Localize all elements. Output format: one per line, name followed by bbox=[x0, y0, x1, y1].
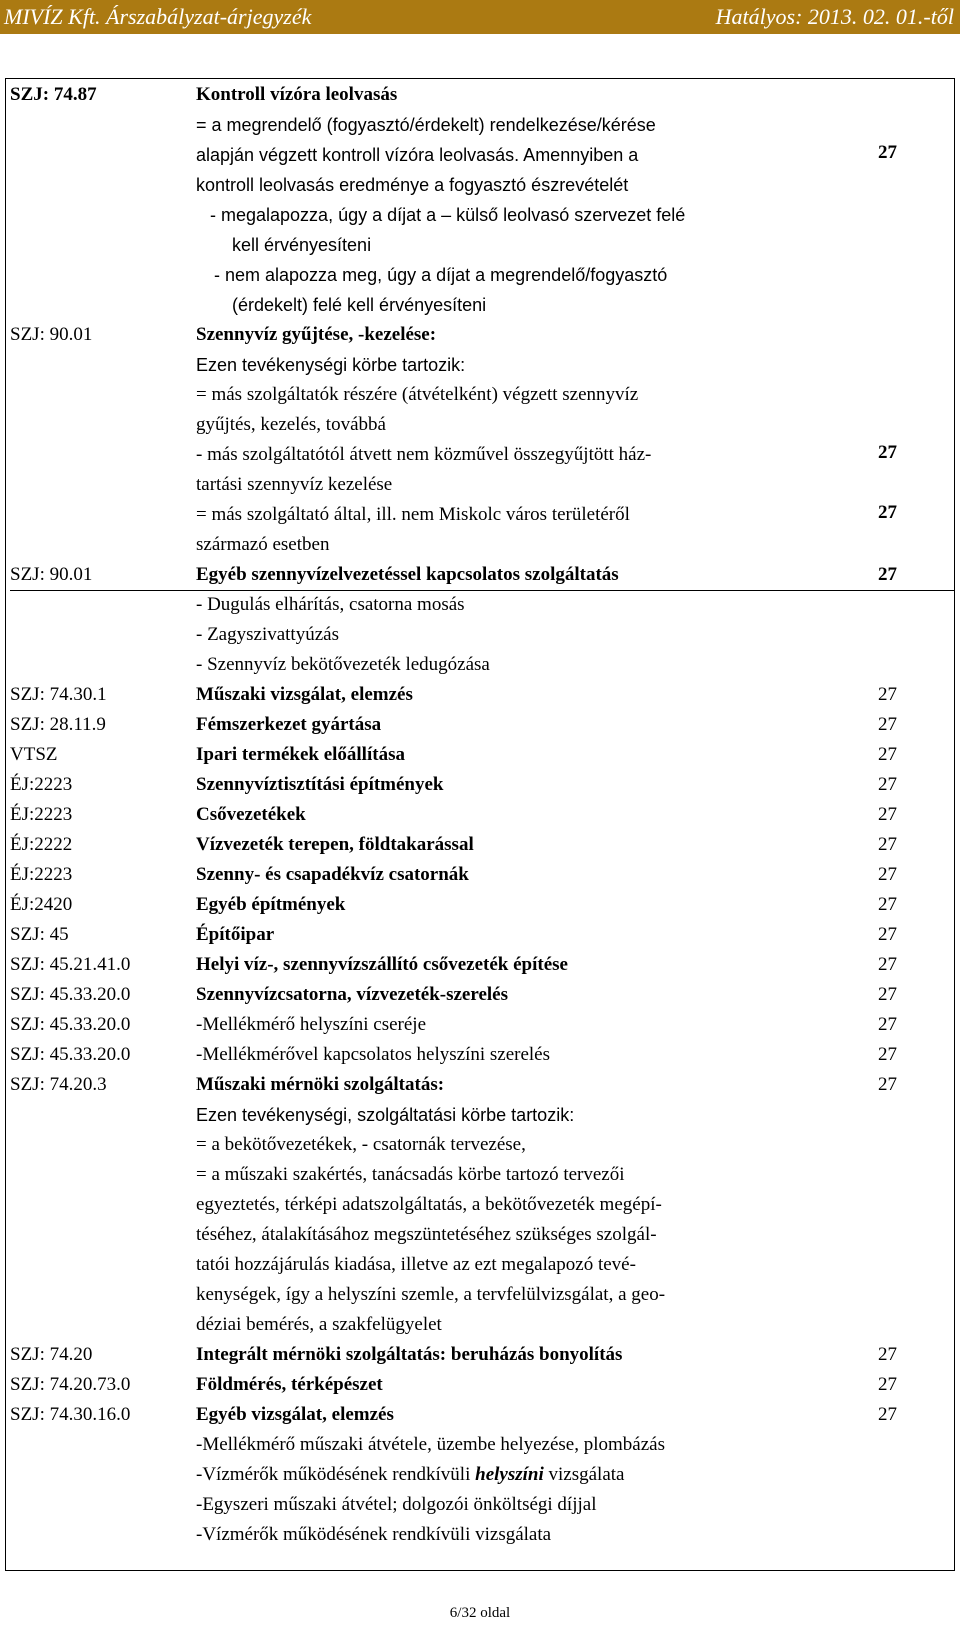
row-rate: 27 bbox=[878, 714, 897, 735]
row-line: Ezen tevékenységi, szolgáltatási körbe tartozik: bbox=[196, 1105, 575, 1125]
row-rate: 27 bbox=[878, 744, 897, 765]
row-line: - megalapozza, úgy a díjat a – külső leolvasó szervezet felé bbox=[210, 205, 686, 225]
table-row bbox=[10, 1370, 954, 1400]
table-row bbox=[10, 560, 954, 680]
row-rate: 27 bbox=[878, 1014, 897, 1035]
document-title: MIVÍZ Kft. Árszabályzat-árjegyzék bbox=[4, 4, 312, 29]
row-line: - nem alapozza meg, úgy a díjat a megrendelő/fogyasztó bbox=[214, 265, 668, 285]
row-rate: 27 bbox=[878, 774, 897, 795]
row-code: SZJ: 74.30.16.0 bbox=[10, 1404, 131, 1425]
row-title: Vízvezeték terepen, földtakarással bbox=[196, 834, 474, 855]
row-code: ÉJ:2420 bbox=[10, 894, 73, 915]
row-line: kell érvényesíteni bbox=[232, 235, 372, 255]
effective-date: Hatályos: 2013. 02. 01.-től bbox=[715, 4, 954, 29]
row-rate: 27 bbox=[878, 1404, 897, 1425]
row-code: ÉJ:2222 bbox=[10, 834, 73, 855]
table-row bbox=[10, 950, 954, 980]
row-description bbox=[196, 1430, 896, 1550]
table-row bbox=[10, 1400, 954, 1430]
row-line: = a műszaki szakértés, tanácsadás körbe tartozó tervezői bbox=[196, 1164, 625, 1185]
row-rate: 27 bbox=[878, 954, 897, 975]
row-line: -Mellékmérő műszaki átvétele, üzembe helyezése, plombázás bbox=[196, 1434, 665, 1455]
row-line: = a bekötővezetékek, - csatornák tervezése, bbox=[196, 1134, 526, 1155]
row-rate: 27 bbox=[878, 1344, 897, 1365]
row-title: Szennyvíz gyűjtése, -kezelése: bbox=[196, 324, 437, 345]
row-rate: 27 bbox=[878, 1374, 897, 1395]
row-title: Szenny- és csapadékvíz csatornák bbox=[196, 864, 469, 885]
emphasis-text: helyszíni bbox=[475, 1464, 544, 1485]
row-line: déziai bemérés, a szakfelügyelet bbox=[196, 1314, 442, 1335]
row-title: Helyi víz-, szennyvízszállító csővezeték építése bbox=[196, 954, 568, 975]
row-code: SZJ: 45.33.20.0 bbox=[10, 1044, 131, 1065]
row-line: tatói hozzájárulás kiadása, illetve az ezt megalapozó tevé- bbox=[196, 1254, 636, 1275]
table-row bbox=[10, 740, 954, 770]
row-code: SZJ: 28.11.9 bbox=[10, 714, 106, 735]
row-line: -Vízmérők működésének rendkívüli helyszíni vizsgálata bbox=[196, 1464, 625, 1485]
row-description bbox=[196, 1070, 836, 1340]
row-line: - Dugulás elhárítás, csatorna mosás bbox=[196, 594, 465, 615]
row-description bbox=[196, 80, 836, 320]
table-row bbox=[10, 680, 954, 710]
table-row bbox=[10, 1040, 954, 1070]
table-row bbox=[10, 860, 954, 890]
table-row bbox=[10, 980, 954, 1010]
row-code: SZJ: 45.21.41.0 bbox=[10, 954, 131, 975]
row-code: SZJ: 45.33.20.0 bbox=[10, 1014, 131, 1035]
table-row bbox=[10, 1340, 954, 1370]
row-code: ÉJ:2223 bbox=[10, 864, 73, 885]
row-code: VTSZ bbox=[10, 744, 58, 765]
row-rate: 27 bbox=[878, 984, 897, 1005]
row-code: SZJ: 74.30.1 bbox=[10, 684, 107, 705]
row-description bbox=[196, 560, 856, 680]
row-line: = a megrendelő (fogyasztó/érdekelt) rendelkezése/kérése bbox=[196, 115, 656, 135]
row-title: Ipari termékek előállítása bbox=[196, 744, 405, 765]
row-title: Egyéb vizsgálat, elemzés bbox=[196, 1404, 394, 1425]
table-row bbox=[10, 80, 954, 320]
table-row bbox=[10, 890, 954, 920]
row-title: Földmérés, térképészet bbox=[196, 1374, 383, 1395]
row-line: Ezen tevékenységi körbe tartozik: bbox=[196, 355, 466, 375]
row-code: SZJ: 74.20.73.0 bbox=[10, 1374, 131, 1395]
row-code: SZJ: 45.33.20.0 bbox=[10, 984, 131, 1005]
row-line: = más szolgáltatók részére (átvételként) végzett szennyvíz bbox=[196, 384, 639, 405]
header-bar bbox=[0, 0, 960, 34]
row-line: téséhez, átalakításához megszüntetéséhez szükséges szolgál- bbox=[196, 1224, 657, 1245]
table-row bbox=[10, 320, 954, 560]
row-line: származó esetben bbox=[196, 534, 330, 555]
row-rate: 27 bbox=[878, 502, 897, 523]
table-row bbox=[10, 1070, 954, 1340]
row-rate: 27 bbox=[878, 924, 897, 945]
row-rate: 27 bbox=[878, 804, 897, 825]
row-line: -Egyszeri műszaki átvétel; dolgozói önköltségi díjjal bbox=[196, 1494, 597, 1515]
row-rate: 27 bbox=[878, 684, 897, 705]
row-code: ÉJ:2223 bbox=[10, 774, 73, 795]
price-table bbox=[10, 80, 954, 1550]
table-row bbox=[10, 830, 954, 860]
table-row bbox=[10, 1010, 954, 1040]
row-line: - Szennyvíz bekötővezeték ledugózása bbox=[196, 654, 490, 675]
table-row bbox=[10, 770, 954, 800]
row-rate: 27 bbox=[878, 1044, 897, 1065]
row-divider bbox=[10, 590, 954, 591]
row-line: kontroll leolvasás eredménye a fogyasztó észrevételét bbox=[196, 175, 629, 195]
row-title: Egyéb építmények bbox=[196, 894, 346, 915]
row-title: -Mellékmérő helyszíni cseréje bbox=[196, 1014, 427, 1035]
row-title: Műszaki mérnöki szolgáltatás: bbox=[196, 1074, 445, 1095]
row-rate: 27 bbox=[878, 834, 897, 855]
row-line: gyűjtés, kezelés, továbbá bbox=[196, 414, 386, 435]
row-line: tartási szennyvíz kezelése bbox=[196, 474, 393, 495]
row-line: (érdekelt) felé kell érvényesíteni bbox=[232, 295, 487, 315]
page-number: 6/32 oldal bbox=[449, 1605, 511, 1621]
row-rate: 27 bbox=[878, 142, 897, 163]
row-title: Egyéb szennyvízelvezetéssel kapcsolatos szolgáltatás bbox=[196, 564, 619, 585]
row-title: Szennyvízcsatorna, vízvezeték-szerelés bbox=[196, 984, 508, 1005]
row-rate: 27 bbox=[878, 442, 897, 463]
row-code: SZJ: 90.01 bbox=[10, 324, 93, 345]
row-line: - Zagyszivattyúzás bbox=[196, 624, 339, 645]
table-row bbox=[10, 1430, 954, 1550]
row-title: Műszaki vizsgálat, elemzés bbox=[196, 684, 413, 705]
table-row bbox=[10, 800, 954, 830]
row-rate: 27 bbox=[878, 564, 897, 585]
row-rate: 27 bbox=[878, 1074, 897, 1095]
row-code: SZJ: 45 bbox=[10, 924, 69, 945]
row-description bbox=[196, 320, 836, 560]
row-title: Integrált mérnöki szolgáltatás: beruházás bonyolítás bbox=[196, 1344, 623, 1365]
row-title: Csővezetékek bbox=[196, 804, 306, 825]
table-row bbox=[10, 920, 954, 950]
row-code: SZJ: 74.20 bbox=[10, 1344, 93, 1365]
row-code: SZJ: 90.01 bbox=[10, 564, 93, 585]
row-title: Építőipar bbox=[196, 924, 275, 945]
row-line: - más szolgáltatótól átvett nem közművel összegyűjtött ház- bbox=[196, 444, 652, 465]
row-rate: 27 bbox=[878, 864, 897, 885]
row-line: kenységek, így a helyszíni szemle, a tervfelülvizsgálat, a geo- bbox=[196, 1284, 666, 1305]
row-line: -Vízmérők működésének rendkívüli vizsgálata bbox=[196, 1524, 552, 1545]
row-rate: 27 bbox=[878, 894, 897, 915]
row-line: alapján végzett kontroll vízóra leolvasás. Amennyiben a bbox=[196, 145, 639, 165]
row-line: egyeztetés, térképi adatszolgáltatás, a bekötővezeték megépí- bbox=[196, 1194, 662, 1215]
row-code: ÉJ:2223 bbox=[10, 804, 73, 825]
row-title: Szennyvíztisztítási építmények bbox=[196, 774, 444, 795]
row-title: Kontroll vízóra leolvasás bbox=[196, 84, 398, 105]
row-title: Fémszerkezet gyártása bbox=[196, 714, 382, 735]
row-title: -Mellékmérővel kapcsolatos helyszíni szerelés bbox=[196, 1044, 551, 1065]
row-line: = más szolgáltató által, ill. nem Miskolc város területéről bbox=[196, 504, 630, 525]
row-code: SZJ: 74.87 bbox=[10, 84, 97, 105]
row-code: SZJ: 74.20.3 bbox=[10, 1074, 107, 1095]
table-row bbox=[10, 710, 954, 740]
